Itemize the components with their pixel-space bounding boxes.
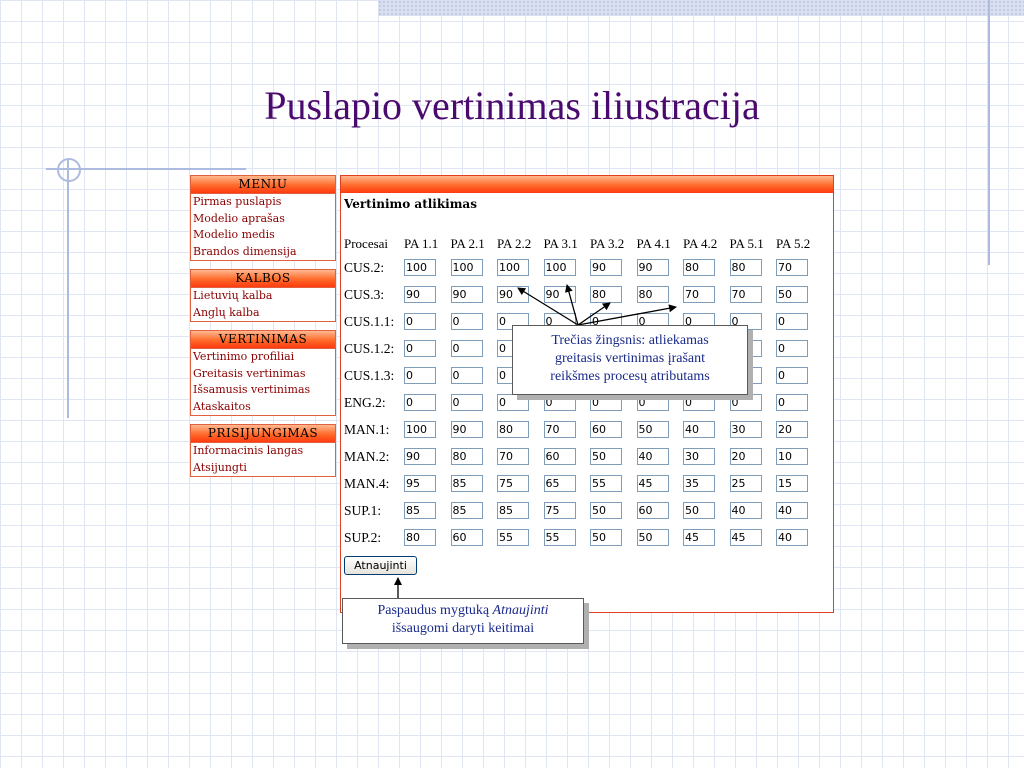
panel-header-bar bbox=[341, 176, 833, 193]
pa-value-input[interactable] bbox=[497, 394, 529, 411]
pa-value-input[interactable] bbox=[590, 421, 622, 438]
pa-value-input[interactable] bbox=[451, 421, 483, 438]
value-cell bbox=[544, 470, 591, 497]
pa-value-input[interactable] bbox=[683, 394, 715, 411]
value-cell bbox=[497, 470, 544, 497]
pa-value-input[interactable] bbox=[730, 421, 762, 438]
value-cell bbox=[730, 497, 777, 524]
pa-value-input[interactable] bbox=[497, 259, 529, 276]
pa-value-input[interactable] bbox=[590, 394, 622, 411]
value-cell bbox=[451, 281, 498, 308]
menu-item-link[interactable]: Vertinimo profiliai bbox=[193, 350, 295, 363]
pa-value-input[interactable] bbox=[730, 529, 762, 546]
menu-item-link[interactable]: Atsijungti bbox=[193, 460, 247, 474]
menu-box-kalbos bbox=[190, 269, 336, 322]
column-header-pa: PA 3.2 bbox=[590, 236, 625, 251]
value-cell bbox=[451, 470, 498, 497]
value-cell bbox=[451, 416, 498, 443]
pa-value-input[interactable] bbox=[637, 502, 669, 519]
process-label: ENG.2: bbox=[344, 394, 386, 410]
pa-value-input[interactable] bbox=[637, 448, 669, 465]
menu-box-prisijungimas bbox=[190, 424, 336, 477]
pa-value-input[interactable] bbox=[683, 286, 715, 303]
pa-value-input[interactable] bbox=[404, 529, 436, 546]
table-row bbox=[344, 416, 823, 443]
value-cell bbox=[497, 497, 544, 524]
grid-header-row bbox=[344, 234, 823, 254]
table-row bbox=[344, 524, 823, 551]
menu-item-link[interactable]: Brandos dimensija bbox=[193, 244, 297, 258]
value-cell bbox=[590, 254, 637, 281]
column-header-pa: PA 4.1 bbox=[636, 236, 671, 251]
callout-save-line1 bbox=[343, 602, 583, 620]
value-cell bbox=[637, 416, 684, 443]
pa-value-input[interactable] bbox=[451, 529, 483, 546]
value-cell bbox=[683, 254, 730, 281]
pa-value-input[interactable] bbox=[730, 394, 762, 411]
pa-value-input[interactable] bbox=[497, 529, 529, 546]
menu-item-link[interactable]: Pirmas puslapis bbox=[193, 195, 282, 208]
table-row bbox=[344, 254, 823, 281]
value-cell bbox=[776, 362, 823, 389]
column-header-pa: PA 5.2 bbox=[776, 236, 811, 251]
column-header-pa: PA 4.2 bbox=[683, 236, 718, 251]
pa-value-input[interactable] bbox=[404, 475, 436, 492]
menu-item-link[interactable]: Greitasis vertinimas bbox=[193, 366, 306, 380]
process-label: MAN.4: bbox=[344, 475, 390, 491]
pa-value-input[interactable] bbox=[404, 448, 436, 465]
callout-save-prefix: Paspaudus mygtuką bbox=[377, 603, 493, 618]
value-cell bbox=[404, 389, 451, 416]
value-cell bbox=[683, 497, 730, 524]
pa-value-input[interactable] bbox=[637, 286, 669, 303]
value-cell bbox=[451, 335, 498, 362]
pa-value-input[interactable] bbox=[404, 502, 436, 519]
process-label: CUS.1.2: bbox=[344, 340, 395, 356]
pa-value-input[interactable] bbox=[451, 394, 483, 411]
value-cell bbox=[776, 308, 823, 335]
pa-value-input[interactable] bbox=[451, 367, 483, 384]
pa-value-input[interactable] bbox=[683, 421, 715, 438]
value-cell bbox=[683, 281, 730, 308]
value-cell bbox=[637, 443, 684, 470]
callout-step3-line1: Trečias žingsnis: atliekamas bbox=[551, 333, 709, 348]
value-cell bbox=[730, 470, 777, 497]
pa-value-input[interactable] bbox=[451, 475, 483, 492]
value-cell bbox=[683, 416, 730, 443]
pa-value-input[interactable] bbox=[451, 502, 483, 519]
pa-value-input[interactable] bbox=[544, 529, 576, 546]
menu-heading: KALBOS bbox=[191, 270, 335, 288]
pa-value-input[interactable] bbox=[776, 394, 808, 411]
value-cell bbox=[637, 524, 684, 551]
menu-item-link[interactable]: Modelio medis bbox=[193, 228, 275, 241]
pa-value-input[interactable] bbox=[497, 502, 529, 519]
pa-value-input[interactable] bbox=[776, 421, 808, 438]
value-cell bbox=[404, 524, 451, 551]
menu-heading: VERTINIMAS bbox=[191, 331, 335, 349]
pa-value-input[interactable] bbox=[544, 448, 576, 465]
table-row bbox=[344, 470, 823, 497]
pa-value-input[interactable] bbox=[730, 475, 762, 492]
process-label: CUS.1.3: bbox=[344, 367, 395, 383]
pa-value-input[interactable] bbox=[497, 475, 529, 492]
value-cell bbox=[544, 281, 591, 308]
pa-value-input[interactable] bbox=[776, 259, 808, 276]
value-cell bbox=[497, 443, 544, 470]
pa-value-input[interactable] bbox=[637, 421, 669, 438]
decorative-circle bbox=[57, 158, 81, 182]
decorative-top-bar bbox=[378, 0, 1024, 16]
pa-value-input[interactable] bbox=[776, 313, 808, 330]
pa-value-input[interactable] bbox=[404, 421, 436, 438]
pa-value-input[interactable] bbox=[404, 286, 436, 303]
menu-item-link[interactable]: Išsamusis vertinimas bbox=[193, 383, 311, 396]
pa-value-input[interactable] bbox=[590, 259, 622, 276]
value-cell bbox=[637, 281, 684, 308]
value-cell bbox=[497, 416, 544, 443]
pa-value-input[interactable] bbox=[683, 448, 715, 465]
pa-value-input[interactable] bbox=[683, 475, 715, 492]
pa-value-input[interactable] bbox=[637, 475, 669, 492]
value-cell bbox=[404, 470, 451, 497]
table-row bbox=[344, 281, 823, 308]
value-cell bbox=[404, 254, 451, 281]
value-cell bbox=[451, 308, 498, 335]
value-cell bbox=[404, 443, 451, 470]
pa-value-input[interactable] bbox=[451, 286, 483, 303]
process-label: MAN.1: bbox=[344, 421, 390, 437]
pa-value-input[interactable] bbox=[497, 448, 529, 465]
callout-save bbox=[342, 598, 584, 644]
pa-value-input[interactable] bbox=[404, 259, 436, 276]
pa-value-input[interactable] bbox=[776, 448, 808, 465]
value-cell bbox=[451, 362, 498, 389]
value-cell bbox=[451, 254, 498, 281]
pa-value-input[interactable] bbox=[497, 286, 529, 303]
pa-value-input[interactable] bbox=[776, 286, 808, 303]
pa-value-input[interactable] bbox=[544, 502, 576, 519]
column-header-pa: PA 2.2 bbox=[497, 236, 532, 251]
value-cell bbox=[404, 362, 451, 389]
value-cell bbox=[590, 524, 637, 551]
value-cell bbox=[683, 443, 730, 470]
value-cell bbox=[776, 389, 823, 416]
value-cell bbox=[730, 281, 777, 308]
pa-value-input[interactable] bbox=[404, 367, 436, 384]
value-cell bbox=[776, 416, 823, 443]
pa-value-input[interactable] bbox=[544, 421, 576, 438]
pa-value-input[interactable] bbox=[730, 448, 762, 465]
menu-box-vertinimas bbox=[190, 330, 336, 416]
value-cell bbox=[451, 443, 498, 470]
value-cell bbox=[404, 281, 451, 308]
value-cell bbox=[776, 524, 823, 551]
value-cell bbox=[683, 524, 730, 551]
table-row bbox=[344, 443, 823, 470]
column-header-pa: PA 1.1 bbox=[404, 236, 439, 251]
pa-value-input[interactable] bbox=[590, 529, 622, 546]
pa-value-input[interactable] bbox=[776, 367, 808, 384]
value-cell bbox=[544, 497, 591, 524]
value-cell bbox=[776, 254, 823, 281]
menu-item-link[interactable]: Modelio aprašas bbox=[193, 211, 285, 225]
pa-value-input[interactable] bbox=[404, 313, 436, 330]
pa-value-input[interactable] bbox=[497, 421, 529, 438]
value-cell bbox=[637, 254, 684, 281]
value-cell bbox=[544, 254, 591, 281]
pa-value-input[interactable] bbox=[730, 502, 762, 519]
value-cell bbox=[590, 497, 637, 524]
panel-title: Vertinimo atlikimas bbox=[344, 197, 477, 211]
pa-value-input[interactable] bbox=[590, 475, 622, 492]
pa-value-input[interactable] bbox=[637, 529, 669, 546]
pa-value-input[interactable] bbox=[544, 286, 576, 303]
value-cell bbox=[497, 524, 544, 551]
pa-value-input[interactable] bbox=[730, 259, 762, 276]
pa-value-input[interactable] bbox=[637, 394, 669, 411]
menu-item-link[interactable]: Informacinis langas bbox=[193, 444, 304, 457]
value-cell bbox=[544, 524, 591, 551]
left-menu bbox=[190, 175, 336, 485]
value-cell bbox=[451, 497, 498, 524]
pa-value-input[interactable] bbox=[544, 394, 576, 411]
value-cell bbox=[590, 443, 637, 470]
value-cell bbox=[637, 470, 684, 497]
value-cell bbox=[404, 308, 451, 335]
value-cell bbox=[590, 470, 637, 497]
menu-item-link[interactable]: Ataskaitos bbox=[193, 399, 251, 413]
callout-step3 bbox=[512, 325, 748, 395]
process-label: SUP.1: bbox=[344, 502, 382, 518]
menu-item-link[interactable]: Lietuvių kalba bbox=[193, 289, 273, 302]
slide-title: Puslapio vertinimas iliustracija bbox=[264, 83, 760, 128]
value-cell bbox=[776, 335, 823, 362]
callout-step3-line3: reikšmes procesų atributams bbox=[550, 369, 710, 384]
pa-value-input[interactable] bbox=[404, 340, 436, 357]
process-label: CUS.3: bbox=[344, 286, 385, 302]
value-cell bbox=[683, 470, 730, 497]
value-cell bbox=[544, 416, 591, 443]
pa-value-input[interactable] bbox=[590, 502, 622, 519]
menu-box-meniu bbox=[190, 175, 336, 261]
menu-item-link[interactable]: Anglų kalba bbox=[193, 305, 260, 319]
value-cell bbox=[730, 254, 777, 281]
pa-value-input[interactable] bbox=[637, 259, 669, 276]
value-cell bbox=[544, 443, 591, 470]
value-cell bbox=[730, 443, 777, 470]
process-label: SUP.2: bbox=[344, 529, 382, 545]
decorative-left-vertical-line bbox=[67, 160, 69, 418]
pa-value-input[interactable] bbox=[776, 340, 808, 357]
pa-value-input[interactable] bbox=[590, 286, 622, 303]
value-cell bbox=[497, 281, 544, 308]
process-label: MAN.2: bbox=[344, 448, 390, 464]
column-header-pa: PA 5.1 bbox=[729, 236, 764, 251]
pa-value-input[interactable] bbox=[730, 286, 762, 303]
value-cell bbox=[404, 335, 451, 362]
value-cell bbox=[776, 470, 823, 497]
table-row bbox=[344, 497, 823, 524]
pa-value-input[interactable] bbox=[404, 394, 436, 411]
callout-step3-line2: greitasis vertinimas įrašant bbox=[554, 351, 706, 366]
value-cell bbox=[497, 254, 544, 281]
column-header-pa: PA 3.1 bbox=[543, 236, 578, 251]
pa-value-input[interactable] bbox=[776, 529, 808, 546]
value-cell bbox=[637, 497, 684, 524]
value-cell bbox=[404, 497, 451, 524]
value-cell bbox=[451, 524, 498, 551]
column-header-processes: Procesai bbox=[344, 236, 389, 251]
value-cell bbox=[776, 281, 823, 308]
callout-save-italic: Atnaujinti bbox=[492, 603, 549, 618]
pa-value-input[interactable] bbox=[776, 502, 808, 519]
value-cell bbox=[404, 416, 451, 443]
update-button[interactable]: Atnaujinti bbox=[344, 556, 417, 575]
process-label: CUS.1.1: bbox=[344, 313, 395, 329]
value-cell bbox=[730, 524, 777, 551]
pa-value-input[interactable] bbox=[776, 475, 808, 492]
pa-value-input[interactable] bbox=[683, 502, 715, 519]
pa-value-input[interactable] bbox=[451, 340, 483, 357]
value-cell bbox=[590, 281, 637, 308]
pa-value-input[interactable] bbox=[451, 259, 483, 276]
pa-value-input[interactable] bbox=[544, 475, 576, 492]
pa-value-input[interactable] bbox=[451, 313, 483, 330]
decorative-vertical-line bbox=[988, 0, 990, 265]
menu-heading: MENIU bbox=[191, 176, 335, 194]
value-cell bbox=[776, 443, 823, 470]
value-cell bbox=[730, 416, 777, 443]
process-label: CUS.2: bbox=[344, 259, 385, 275]
pa-value-input[interactable] bbox=[451, 448, 483, 465]
pa-value-input[interactable] bbox=[544, 259, 576, 276]
menu-heading: PRISIJUNGIMAS bbox=[191, 425, 335, 443]
callout-save-line2: išsaugomi daryti keitimai bbox=[391, 621, 535, 636]
value-cell bbox=[776, 497, 823, 524]
value-cell bbox=[590, 416, 637, 443]
pa-value-input[interactable] bbox=[683, 529, 715, 546]
value-cell bbox=[451, 389, 498, 416]
pa-value-input[interactable] bbox=[683, 259, 715, 276]
column-header-pa: PA 2.1 bbox=[450, 236, 485, 251]
pa-value-input[interactable] bbox=[590, 448, 622, 465]
